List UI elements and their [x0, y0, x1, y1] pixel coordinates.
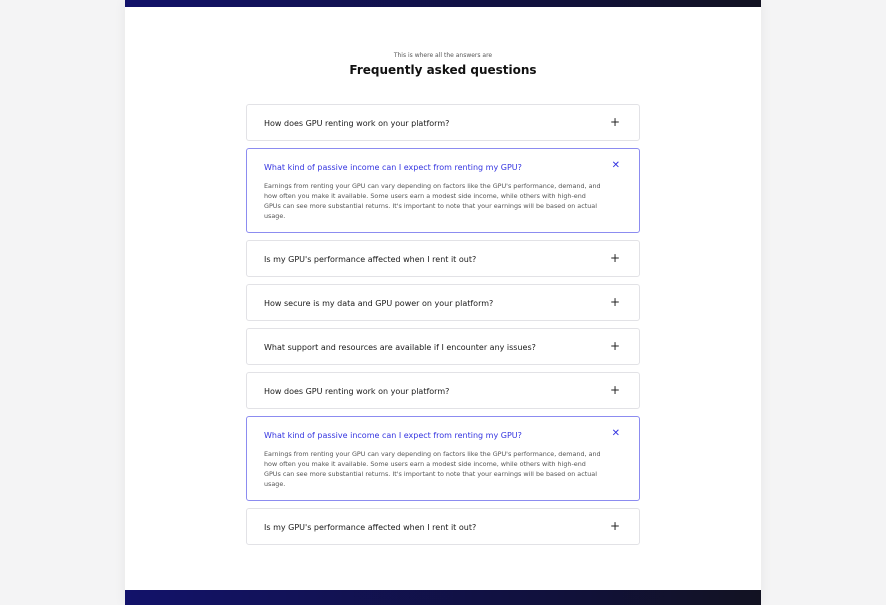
faq-answer: Earnings from renting your GPU can vary depending on factors like the GPU's performance, demand, and how often you make it available. Some users earn a modest side income, while others with high-end GPUs can see more substantial returns. It's important to note that your earnings will be based on actual usage.	[264, 450, 601, 488]
close-icon[interactable]: ✕	[611, 160, 620, 171]
plus-icon[interactable]: +	[609, 519, 620, 533]
faq-question[interactable]: Is my GPU's performance affected when I rent it out?	[264, 523, 477, 532]
faq-question[interactable]: What support and resources are available if I encounter any issues?	[264, 343, 536, 352]
faq-question[interactable]: How does GPU renting work on your platform?	[264, 387, 450, 396]
close-icon[interactable]: ✕	[611, 428, 620, 439]
faq-item[interactable]	[246, 508, 640, 545]
plus-icon[interactable]: +	[609, 251, 620, 265]
top-banner	[125, 0, 761, 7]
faq-item[interactable]	[246, 416, 640, 501]
faq-item[interactable]	[246, 148, 640, 233]
page	[125, 0, 761, 605]
eyebrow-text: This is where all the answers are	[393, 52, 493, 59]
faq-item[interactable]	[246, 240, 640, 277]
faq-question[interactable]: What kind of passive income can I expect from renting my GPU?	[264, 163, 522, 172]
faq-list	[246, 104, 640, 552]
faq-question[interactable]: What kind of passive income can I expect from renting my GPU?	[264, 431, 522, 440]
faq-answer: Earnings from renting your GPU can vary depending on factors like the GPU's performance, demand, and how often you make it available. Some users earn a modest side income, while others with high-end GPUs can see more substantial returns. It's important to note that your earnings will be based on actual usage.	[264, 182, 601, 220]
plus-icon[interactable]: +	[609, 115, 620, 129]
plus-icon[interactable]: +	[609, 383, 620, 397]
faq-question[interactable]: Is my GPU's performance affected when I rent it out?	[264, 255, 477, 264]
bottom-banner	[125, 590, 761, 605]
plus-icon[interactable]: +	[609, 295, 620, 309]
faq-item[interactable]	[246, 328, 640, 365]
faq-question[interactable]: How does GPU renting work on your platform?	[264, 119, 450, 128]
faq-item[interactable]	[246, 372, 640, 409]
faq-item[interactable]	[246, 104, 640, 141]
page-title: Frequently asked questions	[349, 63, 537, 77]
faq-item[interactable]	[246, 284, 640, 321]
plus-icon[interactable]: +	[609, 339, 620, 353]
faq-question[interactable]: How secure is my data and GPU power on your platform?	[264, 299, 494, 308]
